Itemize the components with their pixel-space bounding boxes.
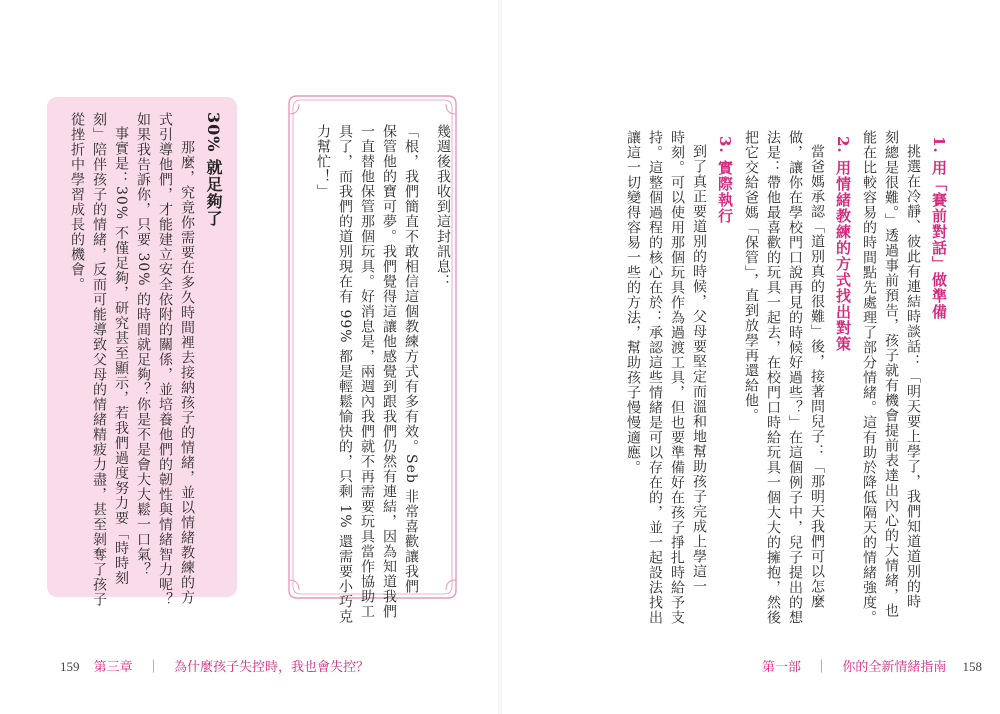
- body-text-line: 一直替他保管那個玩具。好消息是，兩週內我們就不再需要玩具當作協助工: [359, 124, 375, 619]
- body-text-line: 刻總是很難。」透過事前預告，孩子就有機會提前表達出內心的大情緒，也: [883, 130, 899, 618]
- part-title: 你的全新情緒指南: [842, 660, 947, 675]
- right-folio: [762, 656, 982, 675]
- section-heading: 2. 用情緒教練的方式找出對策: [834, 136, 852, 352]
- page-number: 158: [962, 659, 982, 674]
- body-text-line: 法是：帶他最喜歡的玩具一起去，在校門口時給玩具一個大大的擁抱，然後: [765, 130, 781, 625]
- right-page: [500, 0, 1000, 714]
- body-text-line: 做，讓你在學校門口說再見的時候好過些？」在這個例子中，兒子提出的想: [787, 130, 803, 625]
- sidebar-paragraph-line: 從挫折中學習成長的機會。: [69, 112, 85, 292]
- part-label: 第一部: [762, 660, 802, 675]
- body-text-line: 讓這一切變得容易一些的方法，幫助孩子慢慢適應。: [625, 130, 641, 475]
- sidebar-paragraph-line: 如果我告訴你，只要 30% 的時間就足夠？你是不是會大大鬆一口氣？: [135, 112, 151, 578]
- body-text-line: 幾週後我收到這封訊息：: [435, 124, 451, 289]
- folio-separator: ｜: [815, 660, 829, 675]
- body-text-line: 持。這整個過程的核心在於：承認這些情緒是可以存在的，並一起設法找出: [647, 130, 663, 625]
- folio-separator: ｜: [146, 660, 160, 675]
- sidebar-paragraph-line: 那麼，究竟你需要在多久時間裡去接納孩子的情緒，並以情緒教練的方: [179, 140, 195, 605]
- body-text-line: 保管他的寶可夢。我們覺得這讓他感覺到跟我們仍然有連結，因為知道我們: [381, 124, 397, 619]
- body-text-line: 時刻。可以使用那個玩具作為過渡工具，但也要準備好在孩子掙扎時給予支: [669, 130, 685, 625]
- section-heading: 3. 實際執行: [716, 136, 734, 224]
- left-folio: [60, 656, 369, 675]
- chapter-label: 第三章: [93, 660, 133, 675]
- page-number: 159: [60, 659, 80, 674]
- sidebar-paragraph-line: 事實是：30% 不僅足夠，研究甚至顯示，若我們過度努力要「時時刻: [113, 126, 129, 586]
- section-heading: 1. 用「賽前對話」做準備: [930, 136, 948, 320]
- body-text-line: 力幫忙！」: [315, 124, 331, 199]
- body-text-line: 當爸媽承認「道別真的很難」後，接著問兒子：「那明天我們可以怎麼: [809, 144, 825, 609]
- sidebar-paragraph-line: 式引導他們，才能建立安全依附的關係，並培養他們的韌性與情緒智力呢？: [157, 112, 173, 607]
- chapter-title: 為什麼孩子失控時，我也會失控？: [173, 660, 369, 675]
- sidebar-paragraph-line: 刻」陪伴孩子的情緒，反而可能導致父母的情緒精疲力盡，甚至剝奪了孩子: [91, 112, 107, 607]
- body-text-line: 把它交給爸媽「保管」，直到放學再還給他。: [743, 130, 759, 423]
- sidebar-title: 30% 就足夠了: [204, 112, 223, 228]
- body-text-line: 「根，我們簡直不敢相信這個教練方式有多有效。Seb 非常喜歡讓我們: [403, 124, 419, 595]
- body-text-line: 能在比較容易的時間點先處理了部分情緒。這有助於降低隔天的情緒強度。: [861, 130, 877, 625]
- body-text-line: 到了真正要道別的時候，父母要堅定而溫和地幫助孩子完成上學這一: [691, 144, 707, 594]
- body-text-line: 挑選在冷靜、彼此有連結時談話：「明天要上學了，我們知道道別的時: [905, 144, 921, 609]
- body-text-line: 具了，而我們的道別現在有 99% 都是輕鬆愉快的，只剩 1% 還需要小巧克: [337, 124, 353, 625]
